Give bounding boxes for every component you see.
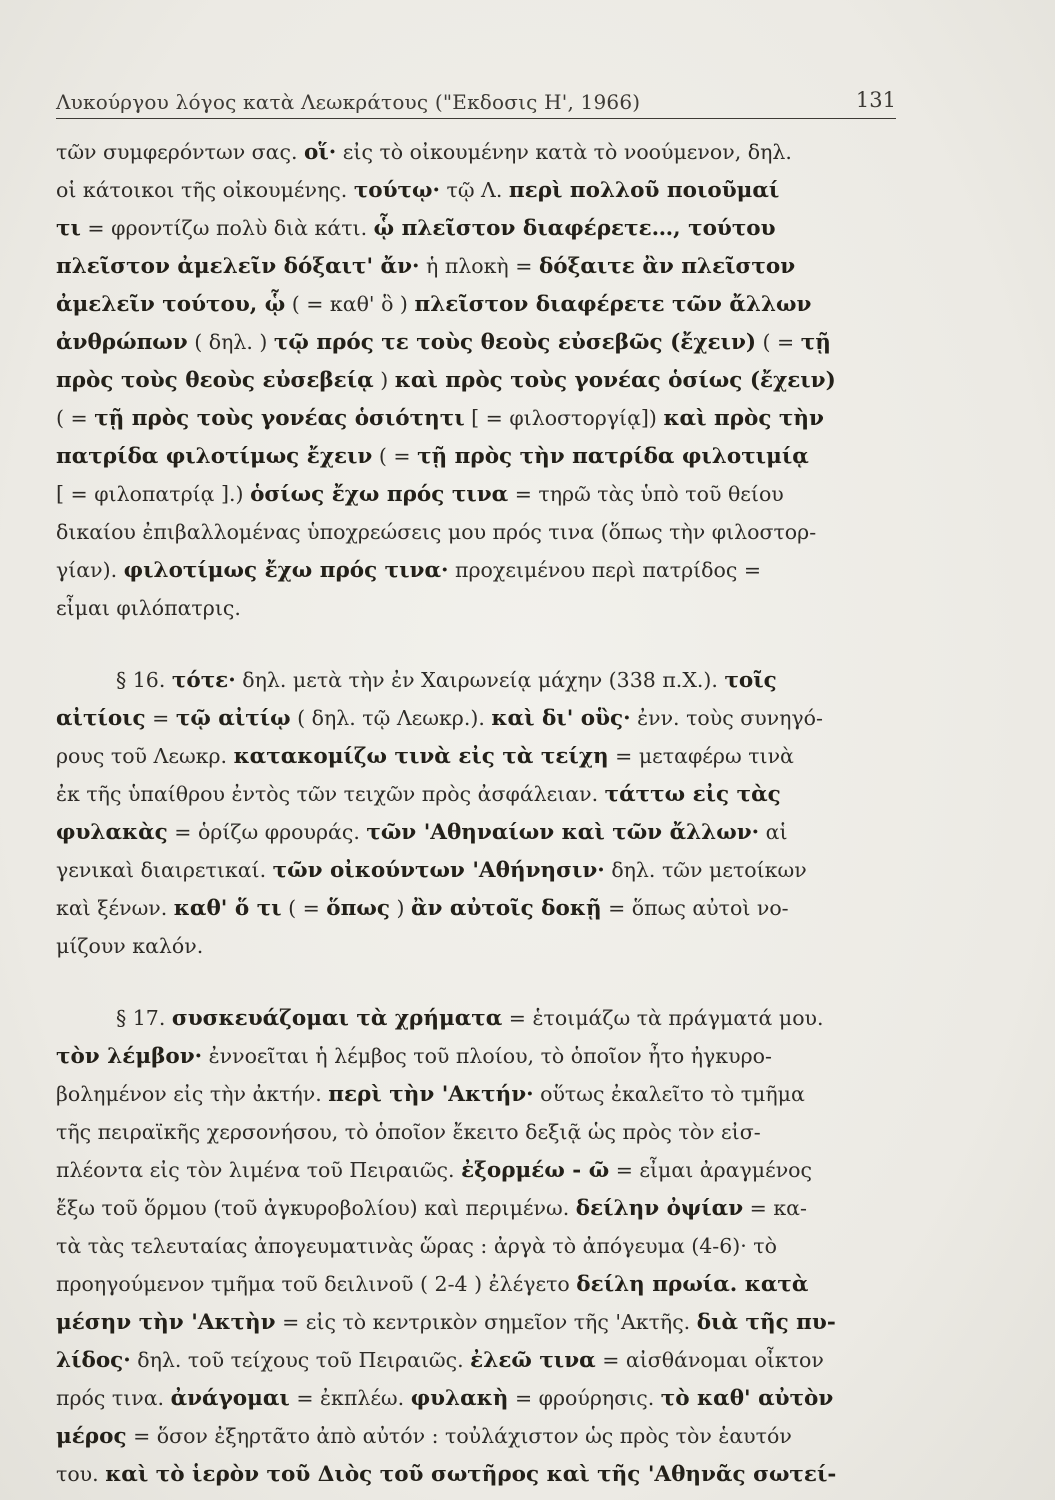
lemma-bold: ᾧ πλεῖστον διαφέρετε…, τούτου <box>373 216 776 241</box>
lemma-bold: φυλακὰς <box>56 820 168 845</box>
lemma-bold: διὰ τῆς πυ- <box>696 1310 836 1335</box>
text-line <box>56 1037 896 1075</box>
gloss-text: ρους τοῦ Λεωκρ. <box>56 744 234 768</box>
gloss-text: αἱ <box>759 820 788 844</box>
lemma-bold: αἰτίοις <box>56 706 146 731</box>
lemma-bold: ὅπως <box>326 896 390 921</box>
text-line <box>56 475 896 513</box>
text-line <box>56 1303 896 1341</box>
text-line <box>56 1151 896 1189</box>
gloss-text: ἡ πλοκὴ = <box>419 254 539 278</box>
lemma-bold: ἐλεῶ τινα <box>470 1348 596 1373</box>
text-line <box>56 171 896 209</box>
lemma-bold: μέσην τὴν 'Ακτὴν <box>56 1310 276 1335</box>
text-line <box>56 1341 896 1379</box>
text-line <box>56 247 896 285</box>
gloss-text: ) <box>373 368 395 392</box>
lemma-bold: τι <box>56 216 81 241</box>
lemma-bold: δείλην ὀψίαν <box>575 1196 744 1221</box>
lemma-bold: καὶ πρὸς τοὺς γονέας ὁσίως (ἔχειν) <box>394 368 836 393</box>
lemma-bold: τούτῳ· <box>353 178 440 203</box>
gloss-text: ( = <box>372 444 418 468</box>
gloss-text: εἶμαι φιλόπατρις. <box>56 596 241 620</box>
lemma-bold: καὶ πρὸς τὴν <box>663 406 824 431</box>
gloss-text: γίαν). <box>56 558 124 582</box>
gloss-text: ( = <box>756 330 801 354</box>
lemma-bold: δείλη πρωία. κατὰ <box>576 1272 809 1297</box>
gloss-text: ) <box>389 896 411 920</box>
text-line <box>56 1227 896 1265</box>
lemma-bold: τῇ <box>800 330 831 355</box>
gloss-text: καὶ ξένων. <box>56 896 174 920</box>
gloss-text: ( δηλ. τῷ Λεωκρ.). <box>290 706 492 730</box>
gloss-text: [ = φιλοστοργίᾳ]) <box>464 406 664 430</box>
gloss-text: = <box>145 706 176 730</box>
gloss-text: δηλ. τῶν μετοίκων <box>604 858 807 882</box>
gloss-text: οὕτως ἐκαλεῖτο τὸ τμῆμα <box>533 1082 805 1106</box>
lemma-bold: περὶ τὴν 'Ακτήν· <box>328 1082 534 1107</box>
text-line <box>56 323 896 361</box>
lemma-bold: τῷ πρός τε τοὺς θεοὺς εὐσεβῶς (ἔχειν) <box>273 330 757 355</box>
lemma-bold: μέρος <box>56 1424 127 1449</box>
gloss-text: δηλ. τοῦ τείχους τοῦ Πειραιῶς. <box>130 1348 471 1372</box>
text-line <box>56 513 896 551</box>
paragraph-gap <box>56 627 896 661</box>
lemma-bold: πλεῖστον ἀμελεῖν δόξαιτ' ἄν· <box>56 254 420 279</box>
text-line <box>56 1113 896 1151</box>
gloss-text: = ἐκπλέω. <box>289 1386 411 1410</box>
text-line <box>56 737 896 775</box>
gloss-text: ἐννοεῖται ἡ λέμβος τοῦ πλοίου, τὸ ὁποῖον ἦτο ἠγκυρο- <box>202 1044 772 1068</box>
lemma-bold: ἀνάγομαι <box>170 1386 290 1411</box>
text-line <box>56 775 896 813</box>
lemma-bold: ἂν αὐτοῖς δοκῇ <box>410 896 602 921</box>
paragraph <box>56 133 896 627</box>
text-line <box>56 589 896 627</box>
lemma-bold: τὸ καθ' αὐτὸν <box>660 1386 834 1411</box>
lemma-bold: τότε· <box>171 668 236 693</box>
lemma-bold: τάττω εἰς τὰς <box>604 782 781 807</box>
gloss-text: ( = <box>281 896 327 920</box>
gloss-text: = εἰς τὸ κεντρικὸν σημεῖον τῆς 'Ακτῆς. <box>275 1310 697 1334</box>
gloss-text: πλέοντα εἰς τὸν λιμένα τοῦ Πειραιῶς. <box>56 1158 462 1182</box>
gloss-text: γενικαὶ διαιρετικαί. <box>56 858 273 882</box>
text-line <box>56 699 896 737</box>
running-title: Λυκούργου λόγος κατὰ Λεωκράτους ("Εκδοσις Η', 1966) <box>56 90 641 114</box>
text-line <box>56 133 896 171</box>
lemma-bold: πατρίδα φιλοτίμως ἔχειν <box>56 444 373 469</box>
gloss-text: προχειμένου περὶ πατρίδος = <box>448 558 762 582</box>
gloss-text: = μεταφέρω τινὰ <box>608 744 794 768</box>
text-line <box>56 1417 896 1455</box>
lemma-bold: πρὸς τοὺς θεοὺς εὐσεβείᾳ <box>56 368 374 393</box>
gloss-text: = φρούρησις. <box>508 1386 661 1410</box>
lemma-bold: φυλακὴ <box>410 1386 509 1411</box>
gloss-text: = εἶμαι ἀραγμένος <box>609 1158 812 1182</box>
lemma-bold: τῶν 'Αθηναίων καὶ τῶν ἄλλων· <box>366 820 760 845</box>
text-line <box>56 551 896 589</box>
gloss-text: τῶν συμφερόντων σας. <box>56 140 305 164</box>
gloss-text: τὰ τὰς τελευταίας ἀπογευματινὰς ὥρας : ἀργὰ τὸ ἀπόγευμα (4-6)· τὸ <box>56 1234 777 1258</box>
text-line <box>56 813 896 851</box>
lemma-bold: τοῖς <box>724 668 777 693</box>
gloss-text: = κα- <box>743 1196 807 1220</box>
lemma-bold: τὸν λέμβον· <box>56 1044 203 1069</box>
gloss-text: του. <box>56 1462 106 1486</box>
text-line <box>56 999 896 1037</box>
gloss-text: = ὅσον ἐξηρτᾶτο ἀπὸ αὐτόν : τοὐλάχιστον ὡς πρὸς τὸν ἑαυτόν <box>126 1424 792 1448</box>
text-line <box>56 1189 896 1227</box>
text-line <box>56 1455 896 1493</box>
text-line <box>56 889 896 927</box>
gloss-text: = φροντίζω πολὺ διὰ κάτι. <box>80 216 374 240</box>
text-line <box>56 1075 896 1113</box>
text-line <box>56 1265 896 1303</box>
lemma-bold: συσκευάζομαι τὰ χρήματα <box>171 1006 503 1031</box>
page-number: 131 <box>855 88 896 112</box>
lemma-bold: λίδος· <box>56 1348 131 1373</box>
text-line <box>56 437 896 475</box>
gloss-text: δικαίου ἐπιβαλλομένας ὑποχρεώσεις μου πρός τινα (ὅπως τὴν φιλοστορ- <box>56 520 817 544</box>
text-line <box>56 927 896 965</box>
lemma-bold: ἀμελεῖν τούτου, ᾧ <box>56 292 286 317</box>
gloss-text: = τηρῶ τὰς ὑπὸ τοῦ θείου <box>508 482 784 506</box>
gloss-text: ἔξω τοῦ ὅρμου (τοῦ ἀγκυροβολίου) καὶ περιμένω. <box>56 1196 576 1220</box>
gloss-text: = ὁρίζω φρουράς. <box>167 820 367 844</box>
gloss-text: ἐνν. τοὺς συνηγό- <box>630 706 823 730</box>
paragraph-gap <box>56 965 896 999</box>
gloss-text: δηλ. μετὰ τὴν ἐν Χαιρωνείᾳ μάχην (338 π.Χ.). <box>235 668 725 692</box>
gloss-text: § 16. <box>116 668 172 692</box>
gloss-text: εἰς τὸ οἰκουμένην κατὰ τὸ νοούμενον, δηλ. <box>336 140 792 164</box>
gloss-text: § 17. <box>116 1006 172 1030</box>
text-line <box>56 1379 896 1417</box>
paragraph <box>56 661 896 965</box>
gloss-text: ( = καθ' ὃ ) <box>285 292 415 316</box>
lemma-bold: τῶν οἰκούντων 'Αθήνησιν· <box>272 858 605 883</box>
text-line <box>56 661 896 699</box>
lemma-bold: τῇ πρὸς τοὺς γονέας ὁσιότητι <box>94 406 465 431</box>
text-line <box>56 285 896 323</box>
lemma-bold: οἵ· <box>304 140 337 165</box>
gloss-text: = αἰσθάνομαι οἶκτον <box>595 1348 824 1372</box>
lemma-bold: φιλοτίμως ἔχω πρός τινα· <box>123 558 449 583</box>
lemma-bold: ἀνθρώπων <box>56 330 188 355</box>
gloss-text: τῷ Λ. <box>439 178 509 202</box>
lemma-bold: καὶ δι' οὓς· <box>491 706 631 731</box>
gloss-text: οἱ κάτοικοι τῆς οἰκουμένης. <box>56 178 354 202</box>
lemma-bold: τῷ αἰτίῳ <box>175 706 291 731</box>
gloss-text: βολημένον εἰς τὴν ἀκτήν. <box>56 1082 329 1106</box>
lemma-bold: ὁσίως ἔχω πρός τινα <box>250 482 509 507</box>
gloss-text: προηγούμενον τμῆμα τοῦ δειλινοῦ ( 2-4 ) ἐλέγετο <box>56 1272 577 1296</box>
gloss-text: = ὅπως αὐτοὶ νο- <box>601 896 789 920</box>
lemma-bold: περὶ πολλοῦ ποιοῦμαί <box>508 178 780 203</box>
lemma-bold: κατακομίζω τινὰ εἰς τὰ τείχη <box>233 744 609 769</box>
page-header <box>56 82 896 119</box>
lemma-bold: καὶ τὸ ἱερὸν τοῦ Διὸς τοῦ σωτῆρος καὶ τῆς 'Αθηνᾶς σωτεί- <box>105 1462 837 1487</box>
gloss-text: πρός τινα. <box>56 1386 171 1410</box>
gloss-text: ( = <box>56 406 95 430</box>
text-line <box>56 399 896 437</box>
gloss-text: [ = φιλοπατρίᾳ ].) <box>56 482 251 506</box>
paragraph <box>56 999 896 1493</box>
text-line <box>56 851 896 889</box>
lemma-bold: δόξαιτε ἂν πλεῖστον <box>538 254 796 279</box>
lemma-bold: τῇ πρὸς τὴν πατρίδα φιλοτιμίᾳ <box>417 444 809 469</box>
gloss-text: ἐκ τῆς ὑπαίθρου ἐντὸς τῶν τειχῶν πρὸς ἀσφάλειαν. <box>56 782 605 806</box>
gloss-text: μίζουν καλόν. <box>56 934 204 958</box>
gloss-text: τῆς πειραϊκῆς χερσονήσου, τὸ ὁποῖον ἔκειτο δεξιᾷ ὡς πρὸς τὸν εἰσ- <box>56 1120 761 1144</box>
lemma-bold: καθ' ὅ τι <box>173 896 282 921</box>
lemma-bold: ἐξορμέω - ῶ <box>461 1158 610 1183</box>
lemma-bold: πλεῖστον διαφέρετε τῶν ἄλλων <box>414 292 812 317</box>
gloss-text: = ἑτοιμάζω τὰ πράγματά μου. <box>502 1006 824 1030</box>
text-line <box>56 361 896 399</box>
gloss-text: ( δηλ. ) <box>187 330 274 354</box>
commentary-body <box>56 133 896 1493</box>
text-line <box>56 209 896 247</box>
